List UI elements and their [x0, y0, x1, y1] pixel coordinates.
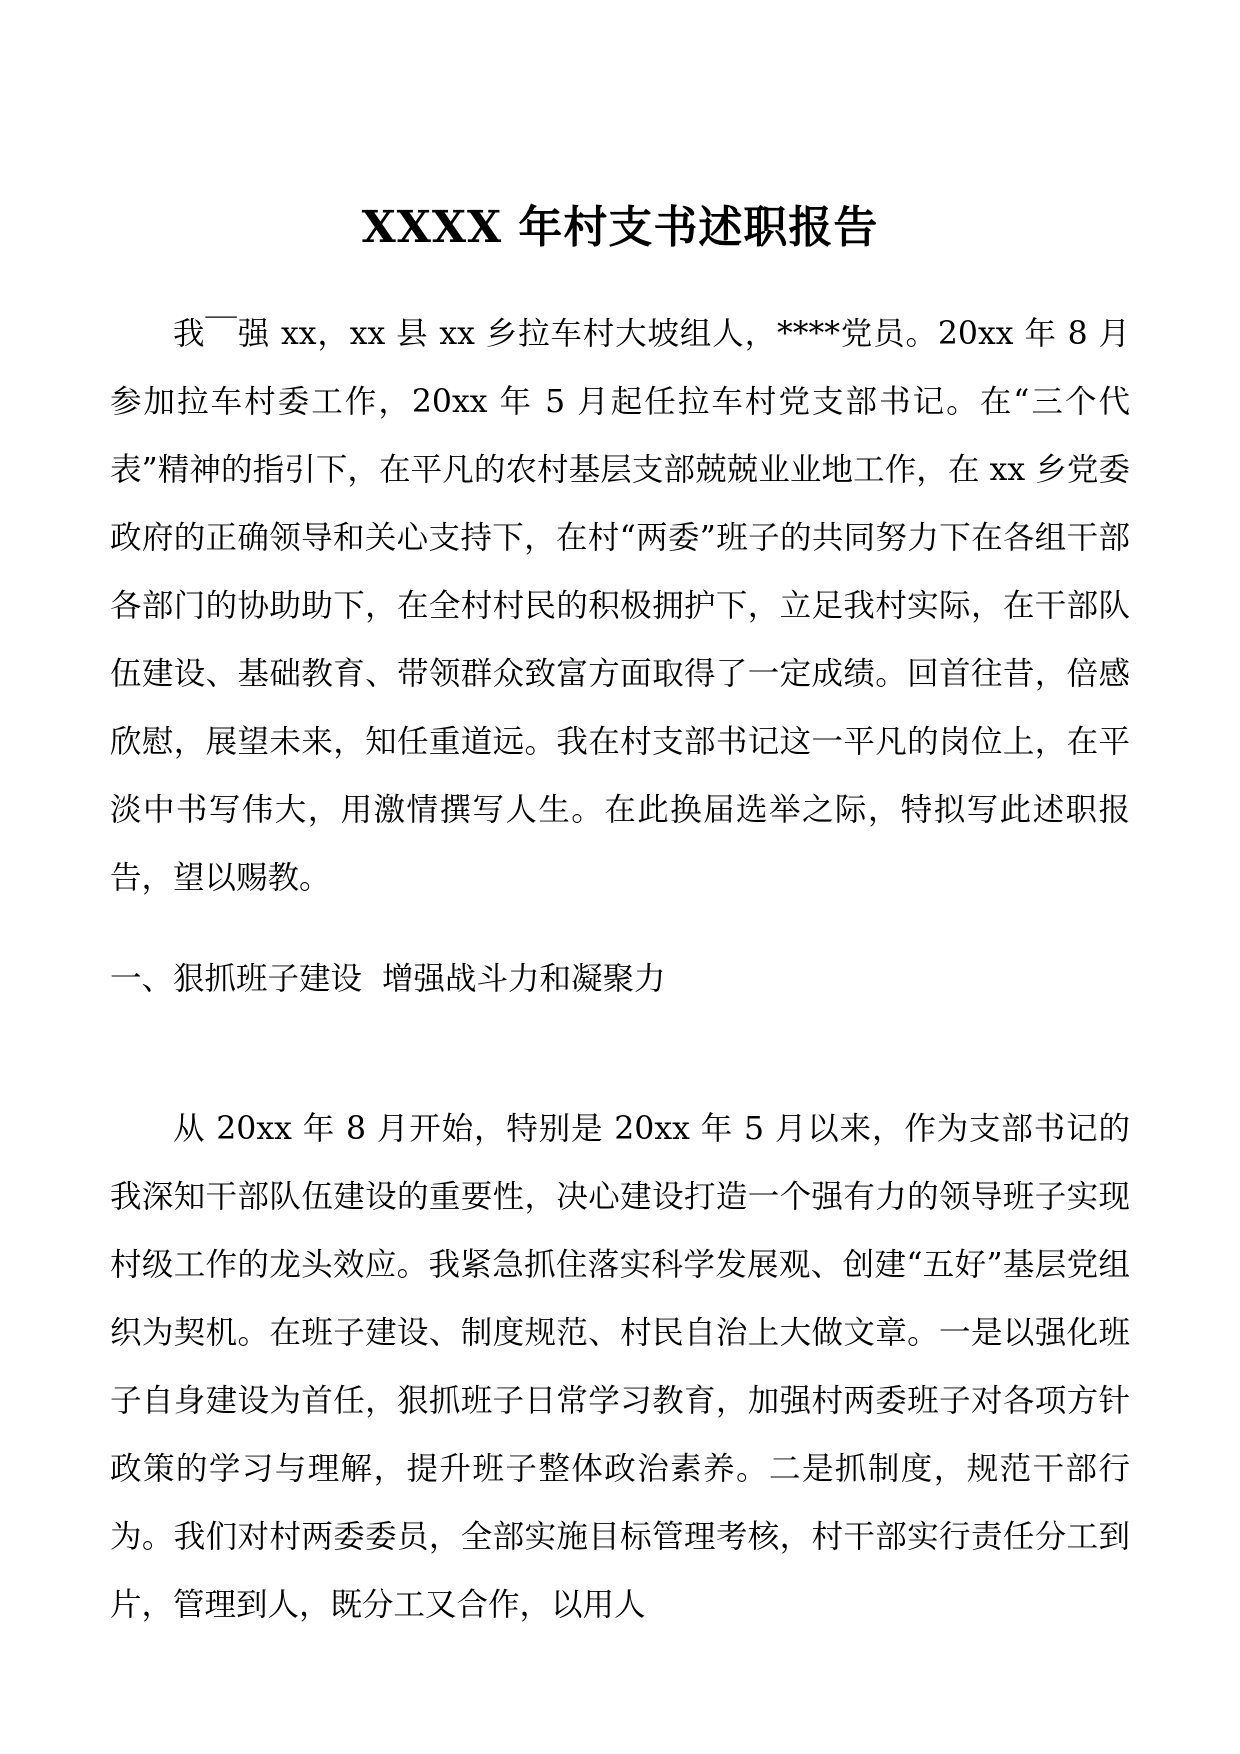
- paragraph-introduction: 我￣强 xx，xx 县 xx 乡拉车村大坡组人，****党员。20xx 年 8 月参加拉车村委工作，20xx 年 5 月起任拉车村党支部书记。在“三个代表”精神的指引下，在平凡的农村基层支部兢兢业业地工作，在 xx 乡党委政府的正确领导和关心支持下，在村“两委”班子的共同努力下在各组干部各部门的协助助下，在全村村民的积极拥护下，立足我村实际，在干部队伍建设、基础教育、带领群众致富方面取得了一定成绩。回首往昔，倍感欣慰，展望未来，知任重道远。我在村支部书记这一平凡的岗位上，在平淡中书写伟大，用激情撰写人生。在此换届选举之际，特拟写此述职报告，望以赐教。: [110, 316, 1130, 896]
- section-heading-1: 一、狠抓班子建设 增强战斗力和凝聚力: [110, 961, 666, 997]
- document-title: XXXX 年村支书述职报告: [361, 202, 879, 253]
- paragraph-section-1: 从 20xx 年 8 月开始，特别是 20xx 年 5 月以来，作为支部书记的我深知干部队伍建设的重要性，决心建设打造一个强有力的领导班子实现村级工作的龙头效应。我紧急抓住落实科学发展观、创建“五好”基层党组织为契机。在班子建设、制度规范、村民自治上大做文章。一是以强化班子自身建设为首任，狠抓班子日常学习教育，加强村两委班子对各项方针政策的学习与理解，提升班子整体政治素养。二是抓制度，规范干部行为。我们对村两委委员，全部实施目标管理考核，村干部实行责任分工到片，管理到人，既分工又合作，以用人: [110, 1111, 1130, 1623]
